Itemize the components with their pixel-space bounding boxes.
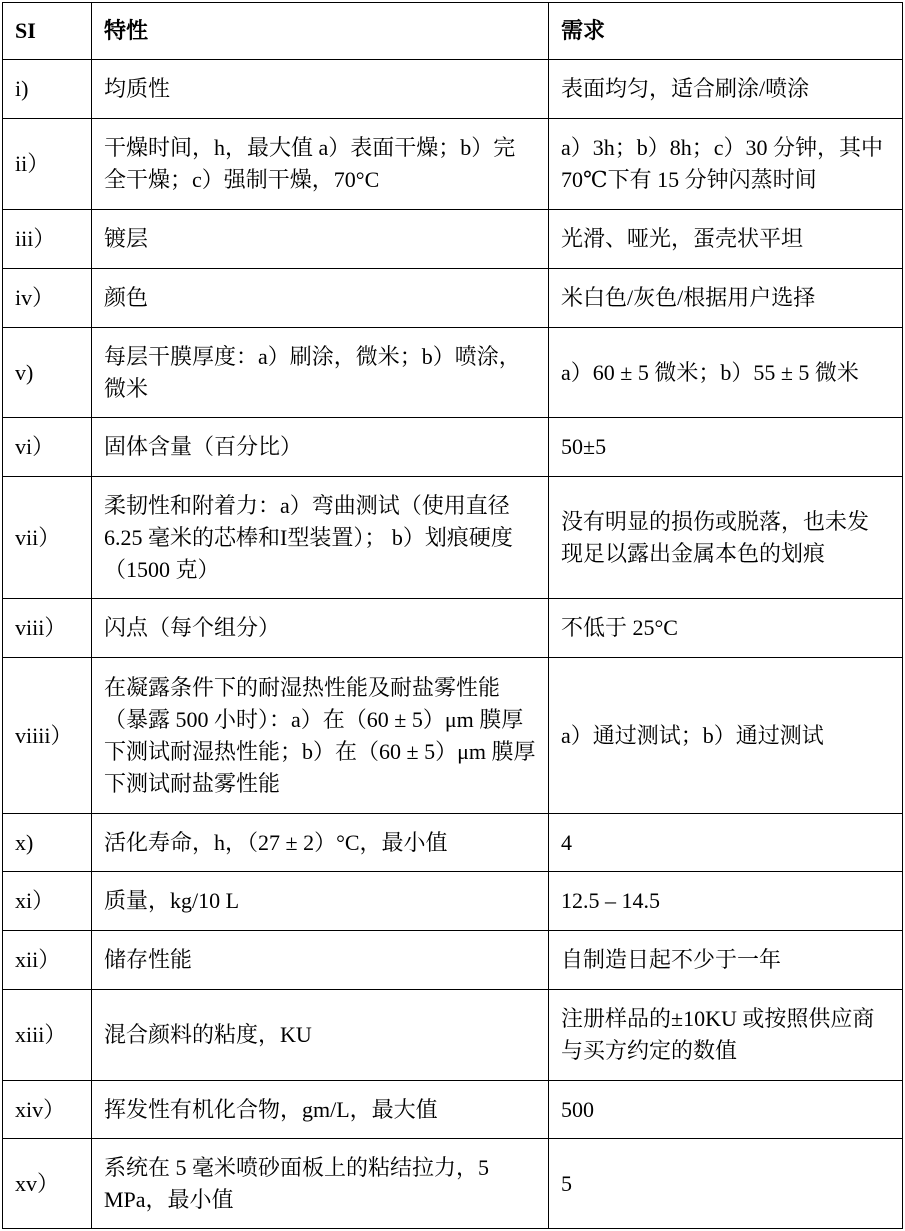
table-body — [3, 60, 903, 1229]
cell-property: 挥发性有机化合物，gm/L，最大值 — [92, 1081, 549, 1139]
header-requirement: 需求 — [549, 3, 903, 60]
cell-property: 颜色 — [92, 269, 549, 328]
cell-requirement: 4 — [549, 814, 903, 872]
cell-property: 在凝露条件下的耐湿热性能及耐盐雾性能（暴露 500 小时）：a）在（60 ± 5）μm 膜厚下测试耐湿热性能；b）在（60 ± 5）μm 膜厚下测试耐盐雾性能 — [92, 658, 549, 814]
cell-si: xiv） — [3, 1081, 92, 1139]
cell-property: 固体含量（百分比） — [92, 418, 549, 477]
cell-si: vii） — [3, 477, 92, 599]
cell-requirement: 光滑、哑光，蛋壳状平坦 — [549, 210, 903, 269]
table-row — [3, 418, 903, 477]
cell-requirement: a）通过测试；b）通过测试 — [549, 658, 903, 814]
table-row — [3, 931, 903, 990]
header-property: 特性 — [92, 3, 549, 60]
cell-si: xiii） — [3, 990, 92, 1081]
cell-requirement: 注册样品的±10KU 或按照供应商与买方约定的数值 — [549, 990, 903, 1081]
cell-si: v) — [3, 328, 92, 418]
cell-si: x) — [3, 814, 92, 872]
table-row — [3, 990, 903, 1081]
cell-property: 干燥时间，h，最大值 a）表面干燥；b）完全干燥；c）强制干燥，70°C — [92, 119, 549, 210]
cell-requirement: 表面均匀，适合刷涂/喷涂 — [549, 60, 903, 119]
spec-table — [2, 2, 903, 1229]
cell-requirement: 12.5 – 14.5 — [549, 872, 903, 931]
cell-property: 储存性能 — [92, 931, 549, 990]
cell-si: ii） — [3, 119, 92, 210]
cell-si: viiii） — [3, 658, 92, 814]
table-row — [3, 60, 903, 119]
cell-requirement: 500 — [549, 1081, 903, 1139]
cell-property: 闪点（每个组分） — [92, 599, 549, 658]
table-row — [3, 658, 903, 814]
cell-requirement: 米白色/灰色/根据用户选择 — [549, 269, 903, 328]
cell-si: iv） — [3, 269, 92, 328]
cell-si: xii） — [3, 931, 92, 990]
cell-requirement: a）3h；b）8h；c）30 分钟，其中 70℃下有 15 分钟闪蒸时间 — [549, 119, 903, 210]
table-row — [3, 872, 903, 931]
table-row — [3, 1081, 903, 1139]
table-row — [3, 119, 903, 210]
table-row — [3, 477, 903, 599]
header-si: SI — [3, 3, 92, 60]
cell-property: 混合颜料的粘度，KU — [92, 990, 549, 1081]
cell-property: 均质性 — [92, 60, 549, 119]
cell-property: 每层干膜厚度：a）刷涂，微米；b）喷涂，微米 — [92, 328, 549, 418]
cell-si: xv） — [3, 1139, 92, 1229]
cell-requirement: 自制造日起不少于一年 — [549, 931, 903, 990]
cell-property: 柔韧性和附着力：a）弯曲测试（使用直径 6.25 毫米的芯棒和I型装置）； b）划痕硬度（1500 克） — [92, 477, 549, 599]
cell-si: viii） — [3, 599, 92, 658]
table-header — [3, 3, 903, 60]
cell-requirement: 5 — [549, 1139, 903, 1229]
cell-property: 系统在 5 毫米喷砂面板上的粘结拉力，5 MPa，最小值 — [92, 1139, 549, 1229]
cell-requirement: 不低于 25°C — [549, 599, 903, 658]
cell-requirement: 没有明显的损伤或脱落，也未发现足以露出金属本色的划痕 — [549, 477, 903, 599]
cell-si: iii） — [3, 210, 92, 269]
table-row — [3, 210, 903, 269]
header-row — [3, 3, 903, 60]
cell-property: 质量，kg/10 L — [92, 872, 549, 931]
table-row — [3, 269, 903, 328]
table-row — [3, 328, 903, 418]
cell-si: xi） — [3, 872, 92, 931]
cell-si: i) — [3, 60, 92, 119]
cell-requirement: 50±5 — [549, 418, 903, 477]
table-row — [3, 599, 903, 658]
cell-si: vi） — [3, 418, 92, 477]
cell-property: 活化寿命，h，（27 ± 2）°C，最小值 — [92, 814, 549, 872]
table-row — [3, 814, 903, 872]
cell-requirement: a）60 ± 5 微米；b）55 ± 5 微米 — [549, 328, 903, 418]
table-row — [3, 1139, 903, 1229]
cell-property: 镀层 — [92, 210, 549, 269]
